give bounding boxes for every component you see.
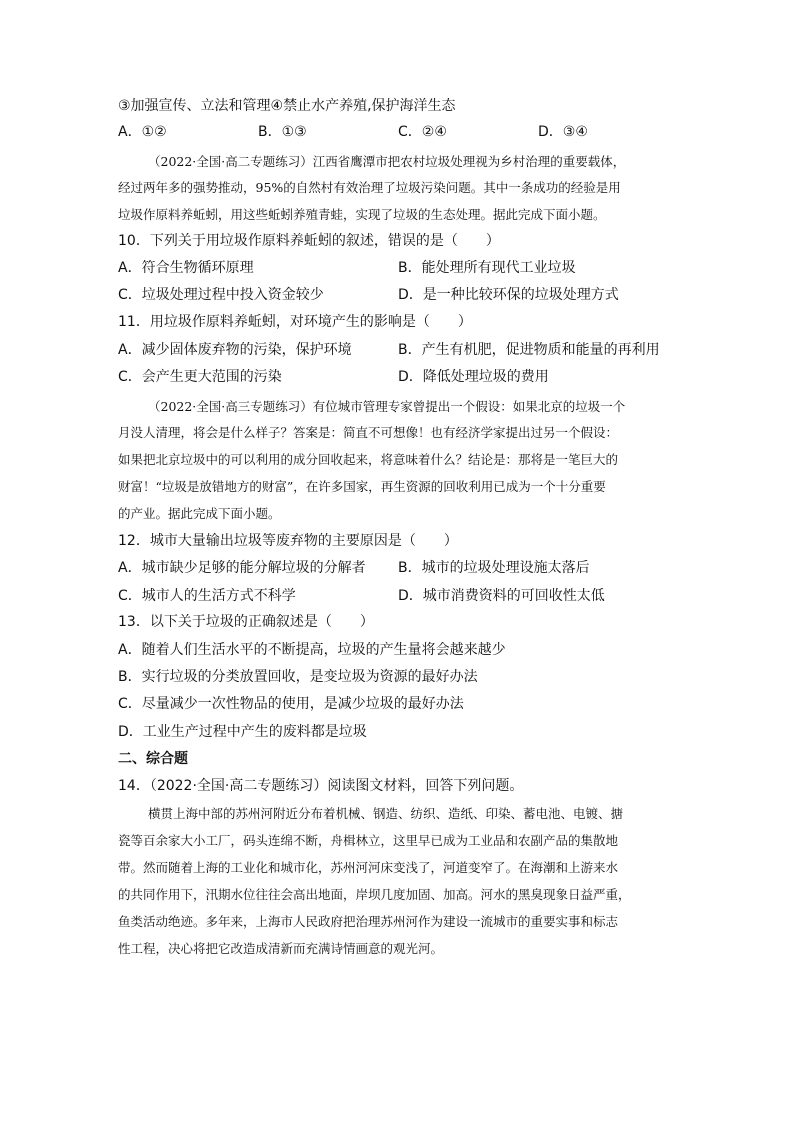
section-title: 二、综合题	[118, 751, 188, 767]
q14-material-line: 的共同作用下，汛期水位往往会高出地面，岸坝几度加固、加高。河水的黑臭现象日益严重，	[118, 887, 631, 902]
q10-stem: 10．下列关于用垃圾作原料养蚯蚓的叙述，错误的是（ ）	[118, 233, 500, 249]
q14-material-line: 横贯上海中部的苏州河附近分布着机械、钢造、纺织、造纸、印染、蓄电池、电镀、搪	[148, 806, 624, 821]
q14-material-line: 瓷等百余家大小工厂，码头连绵不断，舟楫林立，这里早已成为工业品和农副产品的集散地	[118, 833, 619, 848]
q11-option-b: B．产生有机肥，促进物质和能量的再利用	[398, 342, 660, 358]
q12-stem: 12．城市大量输出垃圾等废弃物的主要原因是（ ）	[118, 533, 458, 549]
passage2-line: 的产业。据此完成下面小题。	[118, 506, 281, 521]
q13-option-c: C．尽量减少一次性物品的使用，是减少垃圾的最好办法	[118, 696, 464, 712]
q14-material-line: 带。然而随着上海的工业化和城市化，苏州河河床变浅了，河道变窄了。在海潮和上游来水	[118, 860, 619, 875]
q11-stem: 11．用垃圾作原料养蚯蚓，对环境产生的影响是（ ）	[118, 314, 472, 330]
q13-stem: 13．以下关于垃圾的正确叙述是（ ）	[118, 614, 374, 630]
q10-option-c: C．垃圾处理过程中投入资金较少	[118, 287, 324, 303]
q9-option-c: C．②④	[398, 124, 447, 140]
q10-option-d: D．是一种比较环保的垃圾处理方式	[398, 287, 619, 303]
passage2-line: 月没人清理，将会是什么样子？答案是：简直不可想像！也有经济学家提出过另一个假设：	[118, 425, 619, 440]
q11-option-d: D．降低处理垃圾的费用	[398, 369, 549, 385]
passage1-line: 经过两年多的强势推动，95%的自然村有效治理了垃圾污染问题。其中一条成功的经验是用	[118, 180, 621, 195]
q11-option-a: A．减少固体废弃物的污染，保护环境	[118, 342, 352, 358]
q12-option-c: C．城市人的生活方式不科学	[118, 588, 296, 604]
passage2-line: 财富！“垃圾是放错地方的财富”，在许多国家，再生资源的回收利用已成为一个十分重要	[118, 479, 606, 494]
q9-option-d: D．③④	[538, 124, 588, 140]
q9-option-b: B．①③	[258, 124, 307, 140]
q10-option-b: B．能处理所有现代工业垃圾	[398, 260, 576, 276]
passage2-line: （2022·全国·高三专题练习）有位城市管理专家曾提出一个假设：如果北京的垃圾一个	[148, 399, 626, 414]
passage1-line: 垃圾作原料养蚯蚓，用这些蚯蚓养殖青蛙，实现了垃圾的生态处理。据此完成下面小题。	[118, 207, 606, 222]
q10-option-a: A．符合生物循环原理	[118, 260, 254, 276]
q13-option-b: B．实行垃圾的分类放置回收，是变垃圾为资源的最好办法	[118, 669, 478, 685]
q13-option-d: D．工业生产过程中产生的废料都是垃圾	[118, 724, 367, 740]
q11-option-c: C．会产生更大范围的污染	[118, 369, 282, 385]
q12-option-b: B．城市的垃圾处理设施太落后	[398, 560, 590, 576]
q14-material-line: 性工程，决心将把它改造成清新而充满诗情画意的观光河。	[118, 941, 444, 956]
passage1-line: （2022·全国·高二专题练习）江西省鹰潭市把农村垃圾处理视为乡村治理的重要载体，	[148, 154, 626, 169]
q12-option-d: D．城市消费资料的可回收性太低	[398, 588, 605, 604]
passage2-line: 如果把北京垃圾中的可以利用的成分回收起来，将意味着什么？结论是：那将是一笔巨大的	[118, 452, 619, 467]
q12-option-a: A．城市缺少足够的能分解垃圾的分解者	[118, 560, 366, 576]
q14-stem: 14．（2022·全国·高二专题练习）阅读图文材料，回答下列问题。	[118, 778, 524, 794]
q13-option-a: A．随着人们生活水平的不断提高，垃圾的产生量将会越来越少	[118, 642, 506, 658]
q9-option-a: A．①②	[118, 124, 167, 140]
q9-statement-tail: ③加强宣传、立法和管理④禁止水产养殖,保护海洋生态	[118, 98, 456, 114]
q14-material-line: 鱼类活动绝迹。多年来，上海市人民政府把治理苏州河作为建设一流城市的重要实事和标志	[118, 914, 619, 929]
